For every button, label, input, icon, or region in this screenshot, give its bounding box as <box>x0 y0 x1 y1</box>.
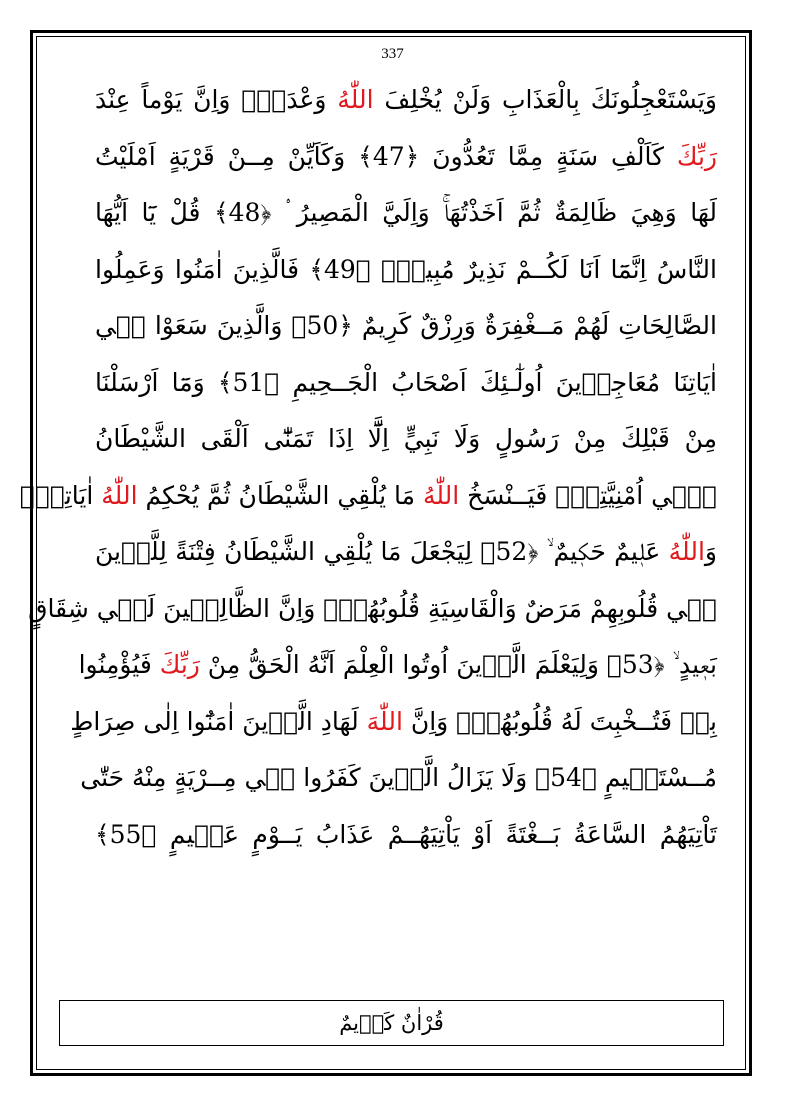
verse-text: فٖي قُلُوبِهِمْ مَرَضٌ وَالْقَاسِيَةِ قُلُوبُهُمْۜ وَاِنَّ الظَّالِمٖينَ لَفٖي شِقَاقٍ <box>28 593 717 623</box>
text-line <box>95 185 717 242</box>
text-line <box>95 524 717 581</box>
verse-text: الصَّالِحَاتِ لَهُمْ مَــغْفِرَةٌ وَرِزْقٌ كَرِيمٌ ﴿50﴾ وَالَّذِينَ سَعَوْا فٖي <box>95 311 717 340</box>
verse-text: فَيُؤْمِنُوا <box>78 650 160 679</box>
verse-text: وَعْدَهُۜ وَاِنَّ يَوْماً عِنْدَ <box>95 85 338 114</box>
text-line <box>95 298 717 355</box>
divine-name-highlight: اللّٰهَ <box>366 706 403 736</box>
verse-text: مُــسْتَقٖيمٍ ﴿54﴾ وَلَا يَزَالُ الَّذٖينَ كَفَرُوا فٖي مِــرْيَةٍ مِنْهُ حَتّٰى <box>80 763 717 792</box>
text-line <box>19 468 717 525</box>
verse-text: بَعٖيدٍ ۙ ﴿53﴾ وَلِيَعْلَمَ الَّذٖينَ اُوتُوا الْعِلْمَ اَنَّهُ الْحَقُّ مِنْ <box>199 650 717 679</box>
text-line <box>95 129 717 186</box>
verse-text: لَهَادِ الَّذٖينَ اٰمَنُٓوا اِلٰى صِرَاطٍ <box>70 706 367 736</box>
text-line <box>95 242 717 299</box>
divine-name-highlight: رَبِّكَ <box>159 650 200 679</box>
text-line <box>95 411 717 468</box>
verse-text: اٰيَاتِهٖۜ <box>19 480 102 510</box>
footer-box <box>59 1000 724 1046</box>
divine-name-highlight: اللّٰهُ <box>668 537 705 566</box>
verse-text: تَاْتِيَهُمُ السَّاعَةُ بَــغْتَةً اَوْ يَاْتِيَهُــمْ عَذَابُ يَــوْمٍ عَقٖيمٍ ﴿55﴾ <box>95 819 717 849</box>
verse-text: وَ <box>704 537 717 566</box>
text-line <box>28 581 717 638</box>
divine-name-highlight: اللّٰهُ <box>337 85 374 114</box>
text-line <box>95 72 717 129</box>
verse-text: عَلٖيمٌ حَكٖيمٌ ۙ ﴿52﴾ لِيَجْعَلَ مَا يُلْقِي الشَّيْطَانُ فِتْنَةً لِلَّذٖينَ <box>95 537 669 566</box>
divine-name-highlight: اللّٰهُ <box>422 480 460 510</box>
page-number: 337 <box>381 46 404 62</box>
text-line <box>80 750 717 807</box>
verse-text: مَا يُلْقِي الشَّيْطَانُ ثُمَّ يُحْكِمُ <box>137 480 423 510</box>
verse-text: فٖٓي اُمْنِيَّتِهٖۚ فَيَــنْسَخُ <box>459 480 717 510</box>
verse-text: بِهٖ فَتُــخْبِتَ لَهُ قُلُوبُهُمْۜ وَاِنَّ <box>402 706 717 736</box>
footer-title: قُرْاٰنٌ كَرٖيمٌ <box>339 1011 444 1035</box>
verse-text: النَّاسُ اِنَّمَٓا اَنَا لَكُــمْ نَذِيرٌ مُبِينٌۚ ﴿49﴾ فَالَّذِينَ اٰمَنُوا وَعَمِلُوا <box>95 254 717 284</box>
quran-text-block <box>19 72 718 863</box>
text-line <box>95 355 717 412</box>
text-line <box>78 637 717 694</box>
verse-text: كَاَلْفِ سَنَةٍ مِمَّا تَعُدُّونَ ﴿47﴾ وَكَاَيِّنْ مِــنْ قَرْيَةٍ اَمْلَيْتُ <box>95 141 677 171</box>
verse-text: اٰيَاتِنَا مُعَاجِزٖينَ اُولٰٓـئِكَ اَصْحَابُ الْجَــحِيمِ ﴿51﴾ وَمَٓا اَرْسَلْنَا <box>95 367 717 397</box>
verse-text: لَهَا وَهِيَ ظَالِمَةٌ ثُمَّ اَخَذْتُهَاۚ وَاِلَيَّ الْمَصِيرُ ۟ ﴿48﴾ قُلْ يَٓا اَيُّهَا <box>95 198 717 227</box>
divine-name-highlight: اللّٰهُ <box>101 480 138 510</box>
verse-text: وَيَسْتَعْجِلُونَكَ بِالْعَذَابِ وَلَنْ يُخْلِفَ <box>373 85 717 114</box>
verse-text: مِنْ قَبْلِكَ مِنْ رَسُولٍ وَلَا نَبِيٍّ اِلَّٓا اِذَا تَمَنّٰٓى اَلْقَى الشَّيْطَانُ <box>95 424 717 453</box>
text-line <box>95 807 717 864</box>
text-line <box>70 694 717 751</box>
divine-name-highlight: رَبِّكَ <box>676 141 718 171</box>
